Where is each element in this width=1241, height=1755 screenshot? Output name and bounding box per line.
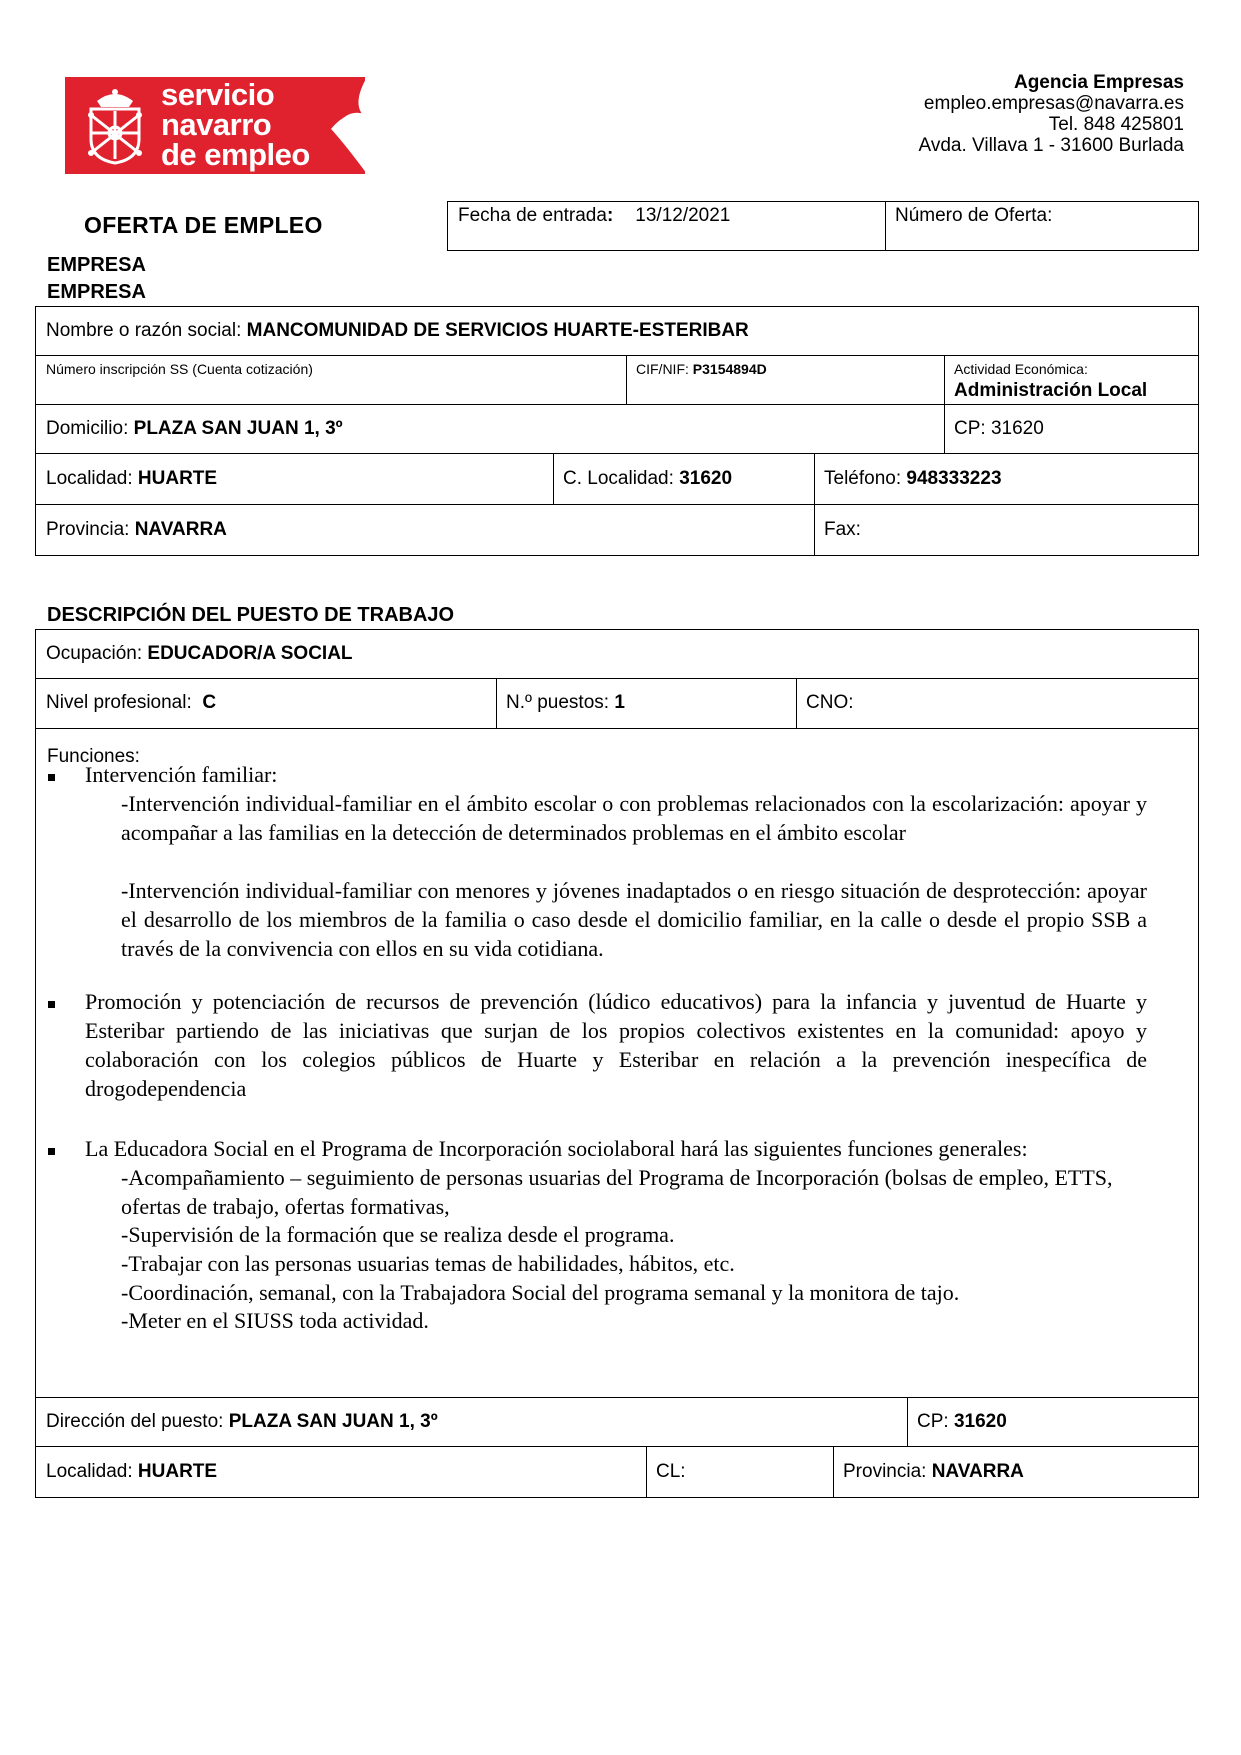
actividad-label: Actividad Económica:: [954, 361, 1088, 377]
bullet-3-line-3: -Trabajar con las personas usuarias temas de habilidades, hábitos, etc.: [121, 1251, 735, 1276]
localidad-value: HUARTE: [137, 467, 218, 489]
c-localidad-cell: [553, 453, 732, 504]
puesto-localidad-cell: [36, 1446, 217, 1497]
cp-value: 31620: [990, 417, 1044, 439]
provincia-value: NAVARRA: [134, 518, 227, 540]
bullet-3-line-5: -Meter en el SIUSS toda actividad.: [121, 1308, 429, 1333]
entry-date-label: Fecha de entrada: [458, 205, 607, 226]
ocupacion-value: EDUCADOR/A SOCIAL: [147, 643, 353, 664]
actividad-value: Administración Local: [954, 380, 1148, 401]
cno-label: CNO:: [806, 692, 854, 713]
logo-line-2: navarro: [161, 107, 272, 142]
cif-cell: [626, 359, 767, 379]
ocupacion-label: Ocupación:: [46, 643, 143, 664]
puesto-cl-label: CL:: [656, 1460, 686, 1482]
c-localidad-value: 31620: [679, 467, 733, 489]
telefono-value: 948333223: [906, 467, 1002, 489]
logo-servicio-navarro-empleo: [65, 77, 365, 174]
bullet-1-marker: [48, 774, 55, 781]
razon-social-row: [36, 307, 749, 355]
bullet-3-line-2: -Supervisión de la formación que se realiza desde el programa.: [121, 1222, 675, 1247]
domicilio-value: PLAZA SAN JUAN 1, 3º: [133, 417, 343, 439]
puestos-value: 1: [614, 692, 625, 713]
direccion-cell: [36, 1397, 438, 1446]
logo-drop-shape: [321, 77, 365, 174]
bullet-1-paragraph-2: -Intervención individual-familiar con menores y jóvenes inadaptados o en riesgo situación de desprotección: apoyar el desarrollo de los miembros de la familia o caso desde el domicilio familiar, en la calle o desde el propio SSB a través de la convivencia con ellos en su vida cotidiana.: [121, 878, 1147, 961]
puestos-label: N.º puestos:: [506, 692, 610, 713]
funciones-label: Funciones:: [47, 746, 140, 767]
entry-box: [447, 201, 1199, 251]
empresa-table: [35, 306, 1199, 556]
entry-date-colon: :: [606, 205, 614, 226]
offer-number-label: Número de Oferta:: [895, 205, 1053, 226]
agency-contact: [919, 72, 1184, 156]
bullet-3-line-4: -Coordinación, semanal, con la Trabajadora Social del programa semanal y la monitora de tajo.: [121, 1280, 960, 1305]
puesto-provincia-label: Provincia:: [843, 1460, 927, 1482]
domicilio-label: Domicilio:: [46, 417, 129, 439]
agency-name: Agencia Empresas: [1013, 72, 1184, 93]
razon-social-label: Nombre o razón social:: [46, 320, 242, 341]
puesto-localidad-value: HUARTE: [137, 1460, 218, 1482]
logo-line-1: servicio: [161, 77, 275, 112]
puesto-cp-label: CP:: [917, 1410, 949, 1432]
telefono-cell: [814, 453, 1002, 504]
telefono-label: Teléfono:: [824, 467, 902, 489]
agency-tel: Tel. 848 425801: [1048, 114, 1184, 135]
bullet-3-title: La Educadora Social en el Programa de Incorporación sociolaboral hará las siguientes funciones generales:: [85, 1136, 1028, 1161]
logo-line-3: de empleo: [161, 137, 310, 172]
nivel-label: Nivel profesional:: [46, 692, 192, 713]
bullet-3-marker: [48, 1148, 55, 1155]
puesto-cp-cell: [907, 1397, 1007, 1446]
bullet-2-marker: [48, 1001, 55, 1008]
nivel-cell: [36, 678, 216, 728]
cp-cell: [944, 404, 1044, 453]
agency-address: Avda. Villava 1 - 31600 Burlada: [918, 135, 1184, 156]
provincia-cell: [36, 504, 227, 555]
puesto-localidad-label: Localidad:: [46, 1460, 133, 1482]
puesto-provincia-value: NAVARRA: [931, 1460, 1024, 1482]
entry-date-value: 13/12/2021: [635, 205, 731, 226]
bullet-1-paragraph-1: -Intervención individual-familiar en el ámbito escolar o con problemas relacionados con la escolarización: apoyar y acompañar a las familias en la detección de determinados problemas en el ámbito escolar: [121, 791, 1147, 845]
empresa-heading-2: EMPRESA: [47, 281, 146, 303]
cp-label: CP:: [954, 417, 986, 439]
domicilio-row: [36, 404, 343, 453]
ss-label: Número inscripción SS (Cuenta cotización): [46, 361, 313, 377]
funciones-block: [36, 728, 1198, 1397]
puesto-provincia-cell: [833, 1446, 1024, 1497]
direccion-label: Dirección del puesto:: [46, 1410, 224, 1432]
fax-label: Fax:: [824, 518, 861, 540]
provincia-label: Provincia:: [46, 518, 130, 540]
cif-value: P3154894D: [692, 361, 767, 377]
entry-date-cell: [448, 202, 730, 228]
puesto-cp-value: 31620: [953, 1410, 1007, 1432]
direccion-value: PLAZA SAN JUAN 1, 3º: [228, 1410, 438, 1432]
empresa-heading-1: EMPRESA: [47, 254, 146, 276]
c-localidad-label: C. Localidad:: [563, 467, 674, 489]
nivel-value: C: [202, 692, 217, 713]
ocupacion-row: [36, 630, 353, 678]
bullet-2-text: Promoción y potenciación de recursos de prevención (lúdico educativos) para la infancia y juventud de Huarte y Esteribar partiendo de las iniciativas que surjan de los propios colectivos existentes en la comunidad: apoyo y colaboración con los colegios públicos de Huarte y Esteribar en relación a la prevención inespecífica de drogodependencia: [85, 989, 1147, 1101]
localidad-label: Localidad:: [46, 467, 133, 489]
document-title: OFERTA DE EMPLEO: [84, 212, 323, 238]
puesto-heading: DESCRIPCIÓN DEL PUESTO DE TRABAJO: [47, 604, 455, 626]
bullet-1-title: Intervención familiar:: [85, 762, 278, 787]
razon-social-value: MANCOMUNIDAD DE SERVICIOS HUARTE-ESTERIBAR: [246, 320, 749, 341]
localidad-cell: [36, 453, 217, 504]
navarra-crest-icon: [83, 87, 147, 167]
agency-email: empleo.empresas@navarra.es: [923, 93, 1184, 114]
puestos-cell: [496, 678, 625, 728]
puesto-table: [35, 629, 1199, 1498]
cif-label: CIF/NIF:: [636, 361, 689, 377]
bullet-3-line-1: -Acompañamiento – seguimiento de personas usuarias del Programa de Incorporación (bolsas de empleo, ETTS, ofertas de trabajo, ofertas formativas,: [121, 1165, 1113, 1219]
